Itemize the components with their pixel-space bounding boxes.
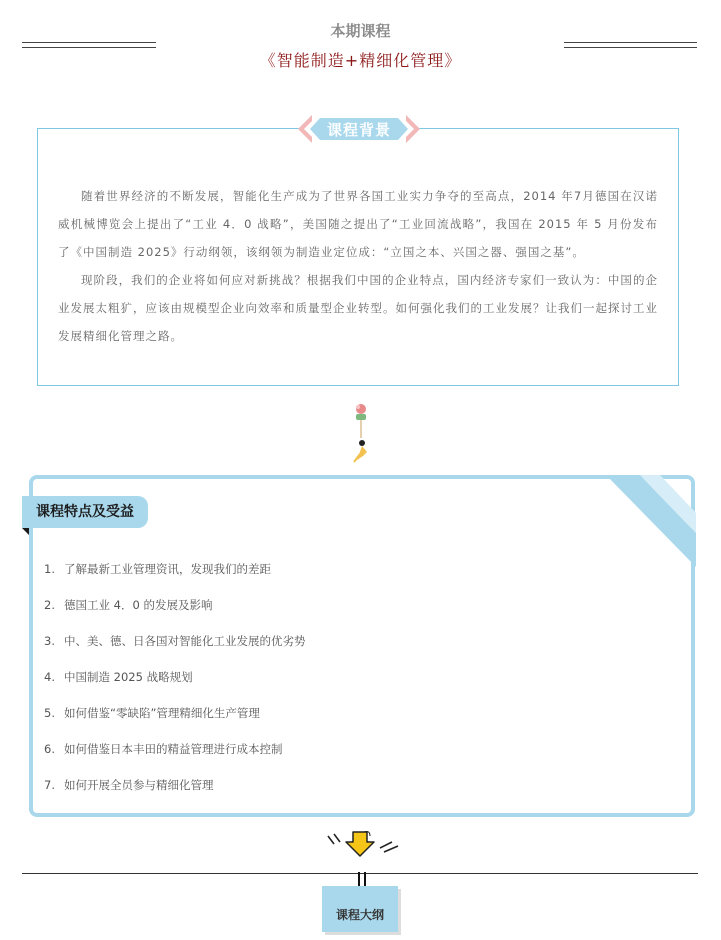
item-text: 如何借鉴“零缺陷”管理精细化生产管理 <box>64 706 260 720</box>
item-text: 中、美、德、日各国对智能化工业发展的优劣势 <box>64 634 306 648</box>
item-text: 了解最新工业管理资讯，发现我们的差距 <box>64 562 271 576</box>
item-number: 3. <box>44 634 55 648</box>
header-title: 本期课程 <box>330 22 391 40</box>
item-number: 7. <box>44 778 55 792</box>
background-tag-label: 课程背景 <box>326 121 391 139</box>
outline-tag-label: 课程大纲 <box>335 908 384 922</box>
hanging-figures-icon <box>348 402 374 464</box>
list-item <box>44 738 664 774</box>
item-number: 6. <box>44 742 55 756</box>
list-item <box>44 774 664 810</box>
item-text: 如何开展全员参与精细化管理 <box>64 778 214 792</box>
down-arrow-icon <box>320 826 404 862</box>
corner-ribbon <box>600 475 696 570</box>
list-item <box>44 630 664 666</box>
item-number: 1. <box>44 562 55 576</box>
item-number: 4. <box>44 670 55 684</box>
list-item <box>44 594 664 630</box>
list-item <box>44 666 664 702</box>
list-item <box>44 558 664 594</box>
background-paragraph: 现阶段，我们的企业将如何应对新挑战？根据我们中国的企业特点，国内经济专家们一致认为：中国的企业发展太粗犷，应该由规模型企业向效率和质量型企业转型。如何强化我们的工业发展？让我们一起探讨工业发展精细化管理之路。 <box>58 273 658 343</box>
item-number: 2. <box>44 598 55 612</box>
item-number: 5. <box>44 706 55 720</box>
item-text: 如何借鉴日本丰田的精益管理进行成本控制 <box>64 742 283 756</box>
features-tag-fold <box>22 528 29 535</box>
background-text <box>58 182 658 350</box>
features-list <box>44 558 664 810</box>
item-text: 中国制造 2025 战略规划 <box>64 670 193 684</box>
course-title: 《智能制造+精细化管理》 <box>259 51 462 70</box>
item-text: 德国工业 4．0 的发展及影响 <box>64 598 213 612</box>
features-tag-label: 课程特点及受益 <box>36 504 134 520</box>
list-item <box>44 702 664 738</box>
background-paragraph: 随着世界经济的不断发展，智能化生产成为了世界各国工业实力争夺的至高点，2014 年7月德国在汉诺威机械博览会上提出了“工业 4．0 战略”，美国随之提出了“工业回流战略”，我国在 2015 年 5 月份发布了《中国制造 2025》行动纲领，该纲领为制造业定位成：“立国之本、兴国之器、强国之基”。 <box>58 189 658 259</box>
